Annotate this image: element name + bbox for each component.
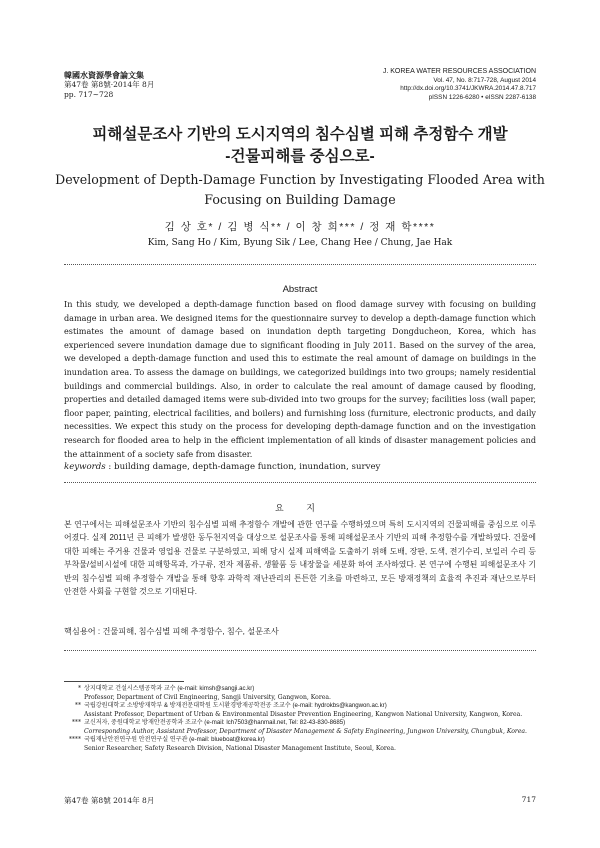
korean-abstract-heading: 요 지 xyxy=(275,503,325,513)
author-footnotes xyxy=(64,685,536,753)
journal-header-left xyxy=(64,70,154,100)
journal-title-ko: 韓國水資源學會論文集 xyxy=(64,70,144,80)
footnote-item xyxy=(64,736,536,753)
title-english-line1: Development of Depth-Damage Function by Investigating Flooded Area with xyxy=(55,172,545,187)
journal-pages: pp. 717~728 xyxy=(64,90,114,99)
title-english-line2: Focusing on Building Damage xyxy=(204,192,396,207)
footnote-english: Assistant Professor, Department of Urban & Environmental Disaster Prevention Engineering, Kangwon National University, Kangwon, Korea. xyxy=(84,710,523,718)
journal-volume-ko: 第47卷 第8號·2014年 8月 xyxy=(64,80,155,89)
divider xyxy=(64,482,536,483)
title-korean xyxy=(40,124,560,168)
title-korean-line1: 피해설문조사 기반의 도시지역의 침수심별 피해 추정함수 개발 xyxy=(92,126,508,143)
keywords-list: : building damage, depth-damage function, inundation, survey xyxy=(105,462,381,472)
authors-english: Kim, Sang Ho / Kim, Byung Sik / Lee, Chang Hee / Chung, Jae Hak xyxy=(147,238,453,248)
footnote-mark: *** xyxy=(71,719,81,727)
issn: pISSN 1226-6280 • eISSN 2287-6138 xyxy=(428,93,536,101)
footnote-item xyxy=(64,702,536,719)
keywords-line xyxy=(64,462,536,472)
journal-header-right xyxy=(383,68,536,102)
divider xyxy=(64,650,536,651)
footnote-item xyxy=(64,685,536,702)
footnote-mark: ** xyxy=(74,702,81,710)
footnote-item xyxy=(64,719,536,736)
footer-issue: 第47卷 第8號 2014年 8月 xyxy=(64,796,155,805)
footnote-english: Professor, Department of Civil Engineering, Sangji University, Gangwon, Korea. xyxy=(84,693,331,701)
footnote-korean: 교신저자, 중원대학교 방재안전공학과 조교수 (e-mail: lch7503@hanmail.net, Tel: 82-43-830-8685) xyxy=(84,719,346,727)
korean-keywords: 핵심용어 : 건물피해, 침수심별 피해 추정함수, 침수, 설문조사 xyxy=(64,627,279,636)
footnote-english: Corresponding Author, Assistant Professor, Department of Disaster Management & Safety Engineering, Jungwon University, Chungbuk, Korea. xyxy=(84,727,527,735)
footnote-mark: **** xyxy=(68,736,81,744)
authors-korean: 김 상 호* / 김 병 식** / 이 창 희*** / 정 재 학**** xyxy=(164,221,436,233)
abstract-heading: Abstract xyxy=(282,284,318,295)
journal-volume-en: Vol. 47, No. 8:717-728, August 2014 xyxy=(433,76,536,84)
title-korean-line2: -건물피해를 중심으로- xyxy=(225,148,375,165)
footnote-mark: * xyxy=(77,685,81,692)
keywords-label: keywords xyxy=(64,462,106,472)
doi-link[interactable]: http://dx.doi.org/10.3741/JKWRA.2014.47.8.717 xyxy=(400,85,536,93)
footnote-korean: 국립재난안전연구원 안전연구실 연구관 (e-mail: blueboat@korea.kr) xyxy=(84,736,265,744)
footnote-rule xyxy=(64,681,184,682)
footnote-korean: 상지대학교 건설시스템공학과 교수 (e-mail: kimsh@sangji.ac.kr) xyxy=(84,685,255,692)
abstract-body: In this study, we developed a depth-damage function based on flood damage survey with focusing on building damage in urban area. We designed items for the questionnaire survey to develop a depth-damage function which estimates the amount of damage based on inundation depth targeting Dongducheon, Korea, which has experienced severe inundation damage due to significant flooding in July 2011. Based on the survey of the area, we developed a depth-damage function and used this to estimate the real amount of damage on buildings in the inundation area. To assess the damage on buildings, we categorized buildings into two groups; namely residential buildings and commercial buildings. Also, in order to calculate the real amount of damage caused by flooding, properties and detailed damaged items were sub-divided into two groups for the survey; facilities loss (wall paper, floor paper, painting, electrical facilities, and boilers) and furnishing loss (furniture, electronic products, and daily necessities. We expect this study on the process for developing depth-damage function and on the investigation research for flooded area to help in the efficient implementation of all kinds of disaster management policies and the attainment of a society safe from disaster. xyxy=(64,299,536,459)
divider xyxy=(64,264,536,265)
title-english xyxy=(50,170,550,210)
footnote-korean: 국립강원대학교 소방방재학부 & 방재전문대학원 도시환경방재공학전공 조교수 (e-mail: hydrokbs@kangwon.ac.kr) xyxy=(84,702,387,710)
korean-abstract-body: 본 연구에서는 피해설문조사 기반의 침수심별 피해 추정함수 개발에 관한 연구를 수행하였으며 특히 도시지역의 건물피해를 중심으로 이루어졌다. 실제 2011년 큰 피해가 발생한 동두천지역을 대상으로 설문조사를 통해 피해설문조사 기반의 피해 추정함수를 개발하였다. 건물에 대한 피해는 주거용 건물과 영업용 건물로 구분하였고, 피해 당시 실제 피해액을 도출하기 위해 도배, 장판, 도색, 전기수리, 보일러 수리 등 부착물/설비시설에 대한 피해항목과, 가구류, 전자 제품류, 생활품 등 내장물을 세분화 하여 조사하였다. 본 연구에 수행된 피해설문조사 기반의 침수심별 피해 추정함수 개발을 통해 향후 과학적 재난관리의 튼튼한 기초를 마련하고, 모든 방재정책의 효율적 추진과 재난으로부터 안전한 사회를 구현할 것으로 기대된다. xyxy=(64,520,536,597)
footnote-english: Senior Researcher, Safety Research Division, National Disaster Management Institute, Seoul, Korea. xyxy=(84,744,396,752)
journal-title-en: J. KOREA WATER RESOURCES ASSOCIATION xyxy=(382,68,536,75)
page-number: 717 xyxy=(521,795,536,804)
